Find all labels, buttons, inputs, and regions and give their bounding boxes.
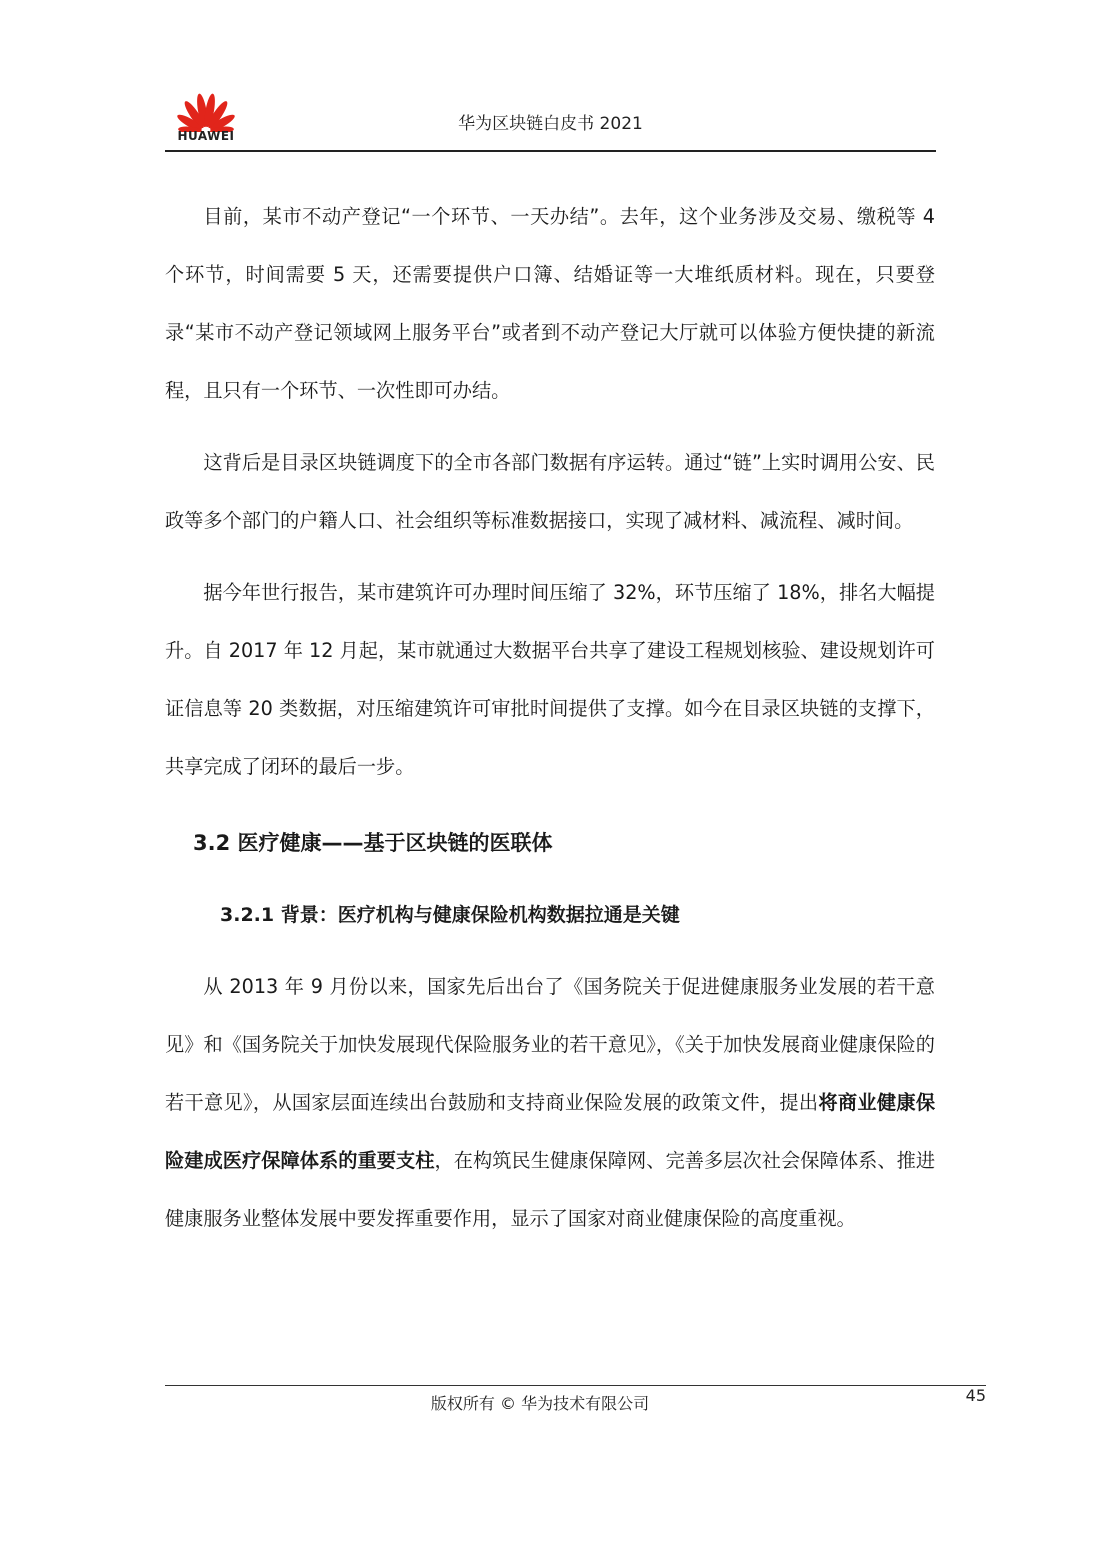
paragraph-building-permit: 据今年世行报告，某市建筑许可办理时间压缩了 32%，环节压缩了 18%，排名大幅提升。自 2017 年 12 月起，某市就通过大数据平台共享了建设工程规划核验、建设规划许可证信息等 20 类数据，对压缩建筑许可审批时间提供了支撑。如今在目录区块链的支撑下，共享完成了闭环的最后一步。 bbox=[165, 581, 935, 778]
paragraph-real-estate: 目前，某市不动产登记“一个环节、一天办结”。去年，这个业务涉及交易、缴税等 4 个环节，时间需要 5 天，还需要提供户口簿、结婚证等一大堆纸质材料。现在，只要登录“某市不动产登记领域网上服务平台”或者到不动产登记大厅就可以体验方便快捷的新流程，且只有一个环节、一次性即可办结。 bbox=[165, 205, 935, 402]
paragraph-health-insurance bbox=[165, 958, 935, 1248]
header-divider bbox=[165, 150, 936, 152]
copyright-notice: 版权所有 © 华为技术有限公司 bbox=[430, 1394, 650, 1413]
subsection-heading: 3.2.1 背景：医疗机构与健康保险机构数据拉通是关键 bbox=[220, 904, 680, 926]
page-number: 45 bbox=[965, 1386, 986, 1405]
bold-emphasis: 将商业健康保险建成医疗保障体系的重要支柱 bbox=[165, 1091, 936, 1172]
page-header bbox=[165, 82, 936, 152]
section-heading: 3.2 医疗健康——基于区块链的医联体 bbox=[193, 831, 553, 855]
footer-divider bbox=[165, 1385, 986, 1386]
paragraph-text: 从 2013 年 9 月份以来，国家先后出台了《国务院关于促进健康服务业发展的若干意见》和《国务院关于加快发展现代保险服务业的若干意见》，《关于加快发展商业健康保险的若干意见》，从国家层面连续出台鼓励和支持商业保险发展的政策文件，提出 bbox=[165, 975, 935, 1114]
paragraph-catalog-blockchain: 这背后是目录区块链调度下的全市各部门数据有序运转。通过“链”上实时调用公安、民政等多个部门的户籍人口、社会组织等标准数据接口，实现了减材料、减流程、减时间。 bbox=[165, 451, 935, 532]
logo-wordmark: HUAWEI bbox=[177, 129, 235, 143]
main-content bbox=[165, 188, 935, 1248]
paragraph-text: ，在构筑民生健康保障网、完善多层次社会保障体系、推进健康服务业整体发展中要发挥重要作用，显示了国家对商业健康保险的高度重视。 bbox=[165, 1149, 936, 1230]
document-title: 华为区块链白皮书 2021 bbox=[458, 114, 643, 134]
